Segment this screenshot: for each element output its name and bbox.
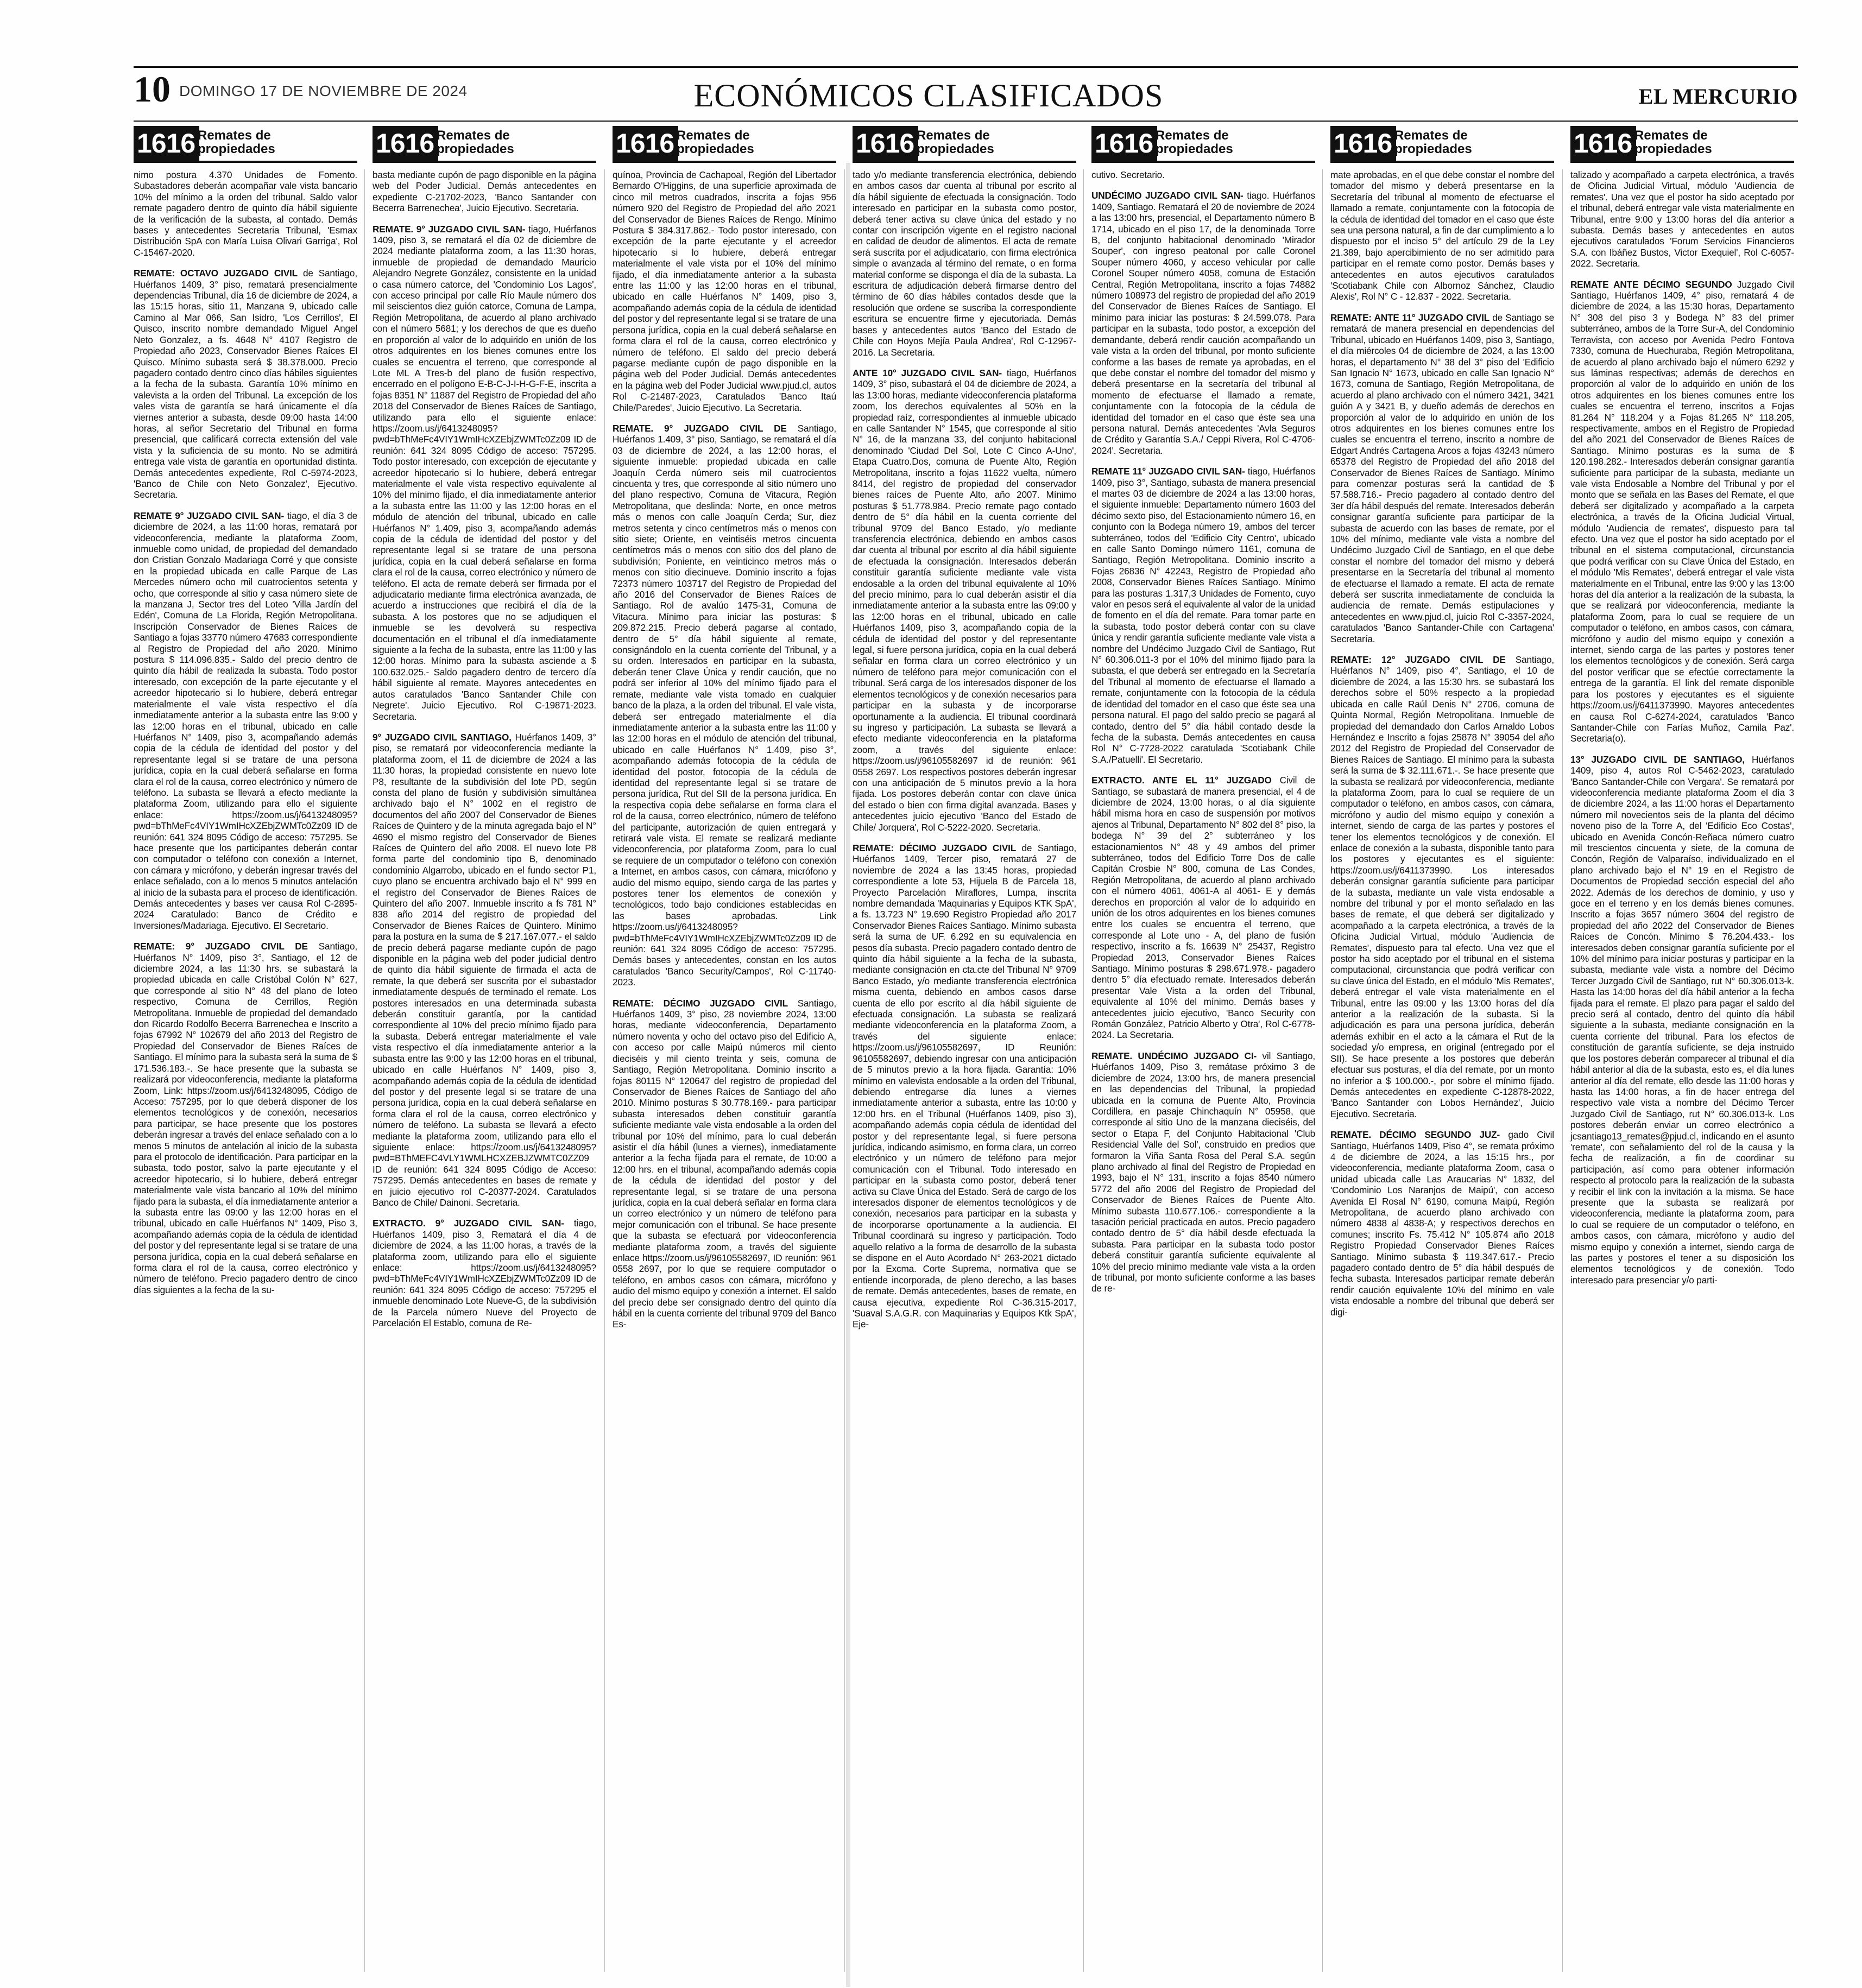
ad-body: Santiago, Huérfanos N° 1409, piso 4°, Santiago, el 10 de diciembre de 2024, a las 15:30 hrs. se subastará los derechos sobre el 50% respecto a la propiedad ubicada en calle Raúl Denis N° 2706, comuna de Quinta Normal, Región Metropolitana. Inmueble de propiedad del demandado don Carlos Arnaldo Lobos Hernández e Inscrito a fojas 25878 N° 39054 del año 2012 del Registro de Propiedad del Conservador de Bienes Raíces de Santiago. El mínimo para la subasta será la suma de $ 32.111.671.-. Se hace presente que la subasta se realizará por videoconferencia, mediante la plataforma Zoom, para lo cual se requiere de un computador o teléfono, en ambos casos, con cámara, micrófono y audio del mismo equipo y conexión a internet, siendo de carga de las partes y postores el tener los elementos tecnológicos y de conexión. El enlace de conexión a la subasta, disponible tanto para los postores y ejecutantes es el siguiente: https://zoom.us/j/6411373990. Los interesados deberán consignar garantía suficiente para participar de la subasta, mediante un vale vista endosable a nombre del tribunal y por el monto señalado en las bases de remate, el que deberá ser digitalizado y acompañado a la carpeta electrónica, a través de la Oficina Judicial Virtual, módulo 'Audiencia de Remates', dispuesto para tal efecto. Una vez que el postor ha sido aceptado por el tribunal en el sistema computacional, circunstancia que podrá verificar con su clave única del Estado, en el módulo 'Mis Remates', deberá entregar el vale vista materialmente en el Tribunal, entre las 09:00 y las 13:00 horas del día anterior a la realización de la subasta. Si la adjudicación es para una persona jurídica, deberán además exhibir en el acto a la cámara el Rut de la sociedad y/o empresa, en original (entregado por el SII). Se hace presente a los postores que deberán efectuar sus posturas, el día del remate, por un monto no inferior a $ 100.000.-, por sobre el mínimo fijado. Demás antecedentes en expediente C-12878-2022, 'Banco Santander con Lobos Hernández', Juicio Ejecutivo. Secretaria. bbox=[1330, 654, 1554, 1119]
classified-ad bbox=[134, 169, 357, 258]
section-label-line1: Remates de bbox=[437, 128, 510, 143]
ad-column bbox=[613, 169, 836, 1961]
column-header bbox=[373, 126, 596, 161]
ad-body: Huérfanos 1409, 3° piso, se rematará por videoconferencia mediante la plataforma zoom, el 11 de diciembre de 2024 a las 11:30 horas, la propiedad consistente en nuevo lote P8, resultante de la subdivisión del lote PD, según consta del plano de fusión y subdivisión simultánea archivado bajo el N° 1002 en el registro de documentos del año 2007 del Conservador de Bienes Raíces de Quintero y de la minuta agregada bajo el N° 4690 el mismo registro del Conservador de Bienes Raíces de Quintero del año 2008. El nuevo lote P8 forma parte del condominio tipo B, denominado condominio Algarrobo, ubicado en el fundo sector P1, cuyo plano se encuentra archivado bajo el N° 999 en el registro del Conservador de Bienes Raíces de Quintero del año 2007. Inmueble inscrito a fs 781 N° 838 año 2014 del registro de propiedad del Conservador de Bienes Raíces de Quintero. Mínimo para la postura en la suma de $ 217.167.077.- el saldo de precio deberá pagarse mediante cupón de pago disponible en la página web del poder judicial dentro de quinto día hábil siguiente de firmada el acta de remate, la que deberá ser suscrita por el subastador inmediatamente después de terminado el remate. Los postores interesados en una determinada subasta deberán constituir garantía, por la cantidad correspondiente al 10% del precio mínimo fijado para la subasta. Deberá entregar materialmente el vale vista respectivo el día inmediatamente anterior a la subasta entre las 9:00 y las 12:00 horas en el tribunal, ubicado en calle Huérfanos N° 1409, piso 3, acompañando además copia de la cédula de identidad del postor y del presente legal si se tratare de una persona jurídica, copia en la cual deberá señalarse en forma clara el rol de la causa, correo electrónico y número de teléfono. La subasta se llevará a efecto mediante la plataforma zoom, utilizando para ello el siguiente enlace: https://zoom.us/j/6413248095?pwd=BThMEFC4VLY1WMLHCXZEBJZWMTC0ZZ09 ID de reunión: 641 324 8095 Código de Acceso: 757295. Demás antecedentes en bases de remate y en juicio ejecutivo rol C-20377-2024. Caratulados Banco de Chile/ Dainoni. Secretaria. bbox=[373, 731, 596, 1208]
classified-ad bbox=[373, 732, 596, 1208]
column-header-rule bbox=[613, 161, 836, 163]
section-label bbox=[1156, 129, 1233, 156]
ad-column bbox=[373, 169, 596, 1961]
ad-title: REMATE: DÉCIMO JUZGADO CIVIL bbox=[853, 842, 1017, 853]
ad-body: talizado y acompañado a carpeta electrónica, a través de Oficina Judicial Virtual, módulo 'Audiencia de remates'. Una vez que el postor ha sido aceptado por el tribunal, deberá entregar vale vista materialmente en Tribunal, entre 9:00 y 13:00 horas del día anterior a subasta. Demás bases y antecedentes en autos ejecutivos caratulados 'Forum Servicios Financieros S.A. con Ibáñez Bustos, Victor Exequiel', Rol C-6057-2022. Secretaria. bbox=[1570, 169, 1794, 269]
column-divider bbox=[1562, 169, 1563, 1972]
column-header-rule bbox=[373, 161, 596, 163]
section-code: 1616 bbox=[613, 126, 678, 161]
classified-ad bbox=[1330, 169, 1554, 302]
column-header-rule bbox=[1330, 161, 1554, 163]
classified-ad bbox=[613, 169, 836, 413]
section-label bbox=[1394, 129, 1472, 156]
classified-ad bbox=[1091, 466, 1315, 765]
page-number: 10 bbox=[134, 68, 171, 110]
column-header bbox=[1570, 126, 1794, 161]
ad-title: REMATE: 9° JUZGADO CIVIL DE bbox=[134, 941, 308, 952]
ad-title: REMATE: OCTAVO JUZGADO CIVIL bbox=[134, 268, 298, 279]
column-header bbox=[134, 126, 357, 161]
column-divider bbox=[844, 169, 845, 1972]
ad-body: de Santiago, Huérfanos 1409, 3° piso, rematará presencialmente dependencias Tribunal, día 16 de diciembre de 2024, a las 15:15 horas, sitio 11, Manzana 9, ubicado calle Camino al Mar 066, San Isidro, 'Los Cerrillos', El Quisco, inscrito nombre demandado Miguel Angel Neto Gonzalez, a fs. 4648 N° 4107 Registro de Propiedad año 2023, Conservador Bienes Raíces El Quisco. Mínimo subasta será $ 38.378.000. Precio pagadero contado dentro cinco días hábiles siguientes a la fecha de la subasta. Garantía 10% mínimo en valevista a la orden del Tribunal. La excepción de los vales vista de garantía se hará únicamente el día viernes anterior a subasta, desde 09:00 hasta 14:00 horas, al señor Secretario del Tribunal en forma presencial, que calificará correcta extensión del vale vista y la suficiencia de su monto. No se admitirá entrega vale vista de garantía en oportunidad distinta. Demás antecedentes expediente, Rol C-5974-2023, 'Banco de Chile con Neto Gonzalez', Ejecutivo. Secretaria. bbox=[134, 268, 357, 501]
ad-body: tiago. Huérfanos 1409, Santiago. Rematará el 20 de noviembre de 2024 a las 13:00 hrs, presencial, el Departamento número B 1714, ubicado en el piso 17, de la denominada Torre B, del conjunto habitacional denominado 'Mirador Souper', con ingreso peatonal por calle Coronel Souper número 4060, y acceso vehicular por calle Coronel Souper número 4058, comuna de Estación Central, Región Metropolitana, inscrito a fojas 74882 número 108973 del registro de propiedad del año 2019 del Conservador de Bienes Raíces de Santiago. El mínimo para iniciar las posturas: $ 24.599.078. Para participar en la subasta, todo postor, a excepción del demandante, deberá rendir caución acompañando un vale vista a la orden del tribunal, por monto suficiente conforme a las bases de remate ya aprobadas, en el que debe constar el nombre del tomador del mismo y deberá presentarse en la secretaría del tribunal al momento de efectuarse el llamado a remate, conjuntamente con la fotocopia de la cédula de identidad del tomador en el caso que éste sea una persona natural. Demás antecedentes 'Avla Seguros de Crédito y Garantía S.A./ Ceppi Rivera, Rol C-4706-2024'. Secretaria. bbox=[1091, 190, 1315, 456]
section-label-line1: Remates de bbox=[1394, 128, 1468, 143]
column-divider bbox=[1322, 169, 1323, 1972]
ad-body: tiago, Huérfanos 1409, piso 3, Rematará el día 4 de diciembre de 2024, a las 11:00 horas, a través de la plataforma zoom, utilizando para ello el siguiente enlace: https://zoom.us/j/6413248095?pwd=bThMeFc4VIY1WmIHcXZEbjZWMTc0Zz09 ID de reunión: 641 324 8095 Código de acceso: 757295 el inmueble denominado Lote Nueve-G, de la subdivisión de la Parcela número Nueve del Proyecto de Parcelación El Establo, comuna de Re- bbox=[373, 1218, 596, 1329]
ad-body: basta mediante cupón de pago disponible en la página web del Poder Judicial. Demás antecedentes en expediente C-21702-2023, 'Banco Santander con Becerra Barrenechea', Juicio Ejecutivo. Secretaria. bbox=[373, 169, 596, 214]
ad-body: Huérfanos 1409, piso 4, autos Rol C-5462-2023, caratulado 'Banco Santander-Chile con Vergara'. Se rematará por videoconferencia mediante plataforma Zoom el día 3 de diciembre 2024, a las 11:00 horas el Departamento número mil novecientos seis de la planta del décimo noveno piso de la Torre A, del 'Edificio Eco Costas', ubicado en Avenida Concón-Reñaca número cuatro mil trescientos cincuenta y siete, de la comuna de Concón, Región de Valparaíso, individualizado en el plano archivado bajo el N° 19 en el Registro de Documentos de Propiedad sección especial del año 2022. Además de los derechos de dominio, y uso y goce en el terreno y en los demás bienes comunes. Inscrito a fojas 3657 número 3604 del registro de propiedad del año 2022 del Conservador de Bienes Raíces de Concón. Mínimo $ 76.204.433.- los interesados deben consignar garantía suficiente por el 10% del mínimo para iniciar posturas y participar en la subasta, mediante vale vista a nombre del Décimo Tercer Juzgado Civil de Santiago, rut N° 60.306.013-k. Hasta las 14:00 horas del día hábil anterior a la fecha fijada para el remate. El plazo para pagar el saldo del precio será al contado, dentro del quinto día hábil siguiente a la subasta, mediante consignación en la cuenta corriente del tribunal. Para los efectos de constitución de garantía suficiente, se deja instruido que los postores deberán comparecer al tribunal el día hábil anterior al día de la subasta, esto es, el día lunes anterior al día del remate, ello desde las 11:00 horas y hasta las 14:00 horas, a fin de hacer entrega del respectivo vale vista a nombre del Décimo Tercer Juzgado Civil de Santiago, rut N° 60.306.013-k. Los postores deberán enviar un correo electrónico a jcsantiago13_remates@pjud.cl, indicando en el asunto 'remate', con señalamiento del rol de la causa y la fecha de realización, a fin de coordinar su participación, así como para obtener información respecto al protocolo para la realización de la subasta y recibir el link con la invitación a la misma. Se hace presente que la subasta se realizará por videoconferencia, mediante la plataforma zoom, para lo cual se requiere de un computador o teléfono, en ambos casos, con cámara, micrófono y audio del mismo equipo y conexión a internet, siendo carga de las partes y postores el tener a su disposición los elementos tecnológicos y de conexión. Todo interesado para presenciar y/o parti- bbox=[1570, 754, 1794, 1286]
section-code: 1616 bbox=[853, 126, 918, 161]
classified-ad bbox=[1570, 169, 1794, 269]
ad-title: REMATE ANTE DÉCIMO SEGUNDO bbox=[1570, 278, 1732, 290]
ad-title: UNDÉCIMO JUZGADO CIVIL SAN- bbox=[1091, 190, 1244, 201]
ad-body: mate aprobadas, en el que debe constar el nombre del tomador del mismo y deberá presentarse en la Secretaría del tribunal al momento de efectuarse el llamado a remate, conjuntamente con la fotocopia de la cédula de identidad del tomador en el caso que éste sea una persona natural, a fin de dar cumplimiento a lo dispuesto por el inciso 5° del artículo 29 de la Ley 21.389, bajo apercibimiento de no ser admitido para participar en el remate como postor. Demás bases y antecedentes en autos ejecutivos caratulados 'Scotiabank Chile con Albornoz Sánchez, Claudio Alexis', Rol N° C - 12.837 - 2022. Secretaria. bbox=[1330, 169, 1554, 302]
ad-column bbox=[853, 169, 1076, 1961]
ad-column bbox=[1091, 169, 1315, 1961]
ad-title: REMATE. 9° JUZGADO CIVIL SAN- bbox=[373, 223, 526, 235]
ad-body: tado y/o mediante transferencia electrónica, debiendo en ambos casos dar cuenta al tribunal por escrito al día hábil siguiente de efectuada la consignación. Todo interesado en participar en la subasta como postor, deberá tener activa su clave única del estado y no contar con inscripción vigente en el registro nacional en calidad de deudor de alimentos. El acta de remate será suscrita por el adjudicatario, con firma electrónica simple o avanzada al término del remate, o en forma material conforme se disponga el día de la subasta. La escritura de adjudicación deberá firmarse dentro del término de 60 días hábiles contados desde que la resolución que ordene se suscriba la correspondiente escritura se encuentre firme y ejecutoriada. Demás bases y antecedentes autos 'Banco del Estado de Chile con Hoyos Mejía Paula Andrea', Rol C-12967-2016. La Secretaria. bbox=[853, 169, 1076, 358]
ad-title: REMATE: 12° JUZGADO CIVIL DE bbox=[1330, 654, 1506, 666]
ad-body: gado Civil Santiago, Huérfanos 1409, Piso 4°, se remata próximo 4 de diciembre de 2024, a las 15:15 hrs., por videoconferencia, mediante plataforma Zoom, casa o unidad ubicada calle Las Araucarias N° 1832, del 'Condominio Los Naranjos de Maipú', con acceso Avenida El Rosal N° 6190, comuna Maipú, Región Metropolitana, de acuerdo plano archivado con número 4838 al 4838-A; y respectivos derechos en comunes; inscrito Fs. 75.412 N° 105.874 año 2018 Registro Propiedad Conservador Bienes Raíces Santiago. Mínimo subasta $ 119.347.617.- Precio pagadero contado dentro de 5° día hábil después de fecha subasta. Interesados participar remate deberán rendir caución equivalente 10% del mínimo en vale vista endosable a nombre del tribunal que deberá ser digi- bbox=[1330, 1129, 1554, 1318]
ad-title: REMATE 9° JUZGADO CIVIL SAN- bbox=[134, 510, 285, 521]
ad-body: de Santiago, Huérfanos 1409, Tercer piso, rematará 27 de noviembre de 2024 a las 13:45 horas, propiedad correspondiente a lote 53, Hijuela B de Parcela 18, Proyecto Parcelación Miraflores, Lumpa, inscrita nombre demandada 'Maquinarias y Equipos KTK SpA', a fs. 13.723 N° 19.690 Registro Propiedad año 2017 Conservador Bienes Raíces Santiago. Mínimo subasta será la suma de UF. 6.292 en su equivalencia en pesos día subasta. Precio pagadero contado dentro de quinto día hábil siguiente a la fecha de la subasta, mediante consignación en cta.cte del Tribunal N° 9709 Banco Estado, y/o mediante transferencia electrónica misma cuenta, debiendo en ambos casos darse cuenta de ello por escrito al día hábil siguiente de efectuada consignación. La subasta se realizará mediante videoconferencia en la plataforma Zoom, a través del siguiente enlace: https://zoom.us/j/96105582697, ID Reunión: 96105582697, debiendo ingresar con una anticipación de 5 minutos previo a la hora fijada. Garantía: 10% mínimo en valevista endosable a la orden del Tribunal, debiendo entregarse día lunes a viernes inmediatamente anterior a subasta, entre las 10:00 y 12:00 hrs. en el Tribunal (Huérfanos 1409, piso 3), acompañando además copia cédula de identidad del postor y del representante legal, si fuere persona jurídica, indicando asimismo, en forma clara, un correo electrónico y un número de teléfono para mejor comunicación con el Tribunal. Todo interesado en participar en la subasta como postor, deberá tener activa su Clave Única del Estado. Será de cargo de los interesados disponer de elementos tecnológicos y de conexión, necesarios para participar en la subasta y de incorporarse oportunamente a la audiencia. El Tribunal coordinará su ingreso y participación. Todo aquello relativo a la forma de desarrollo de la subasta se dispone en el Auto Acordado N° 263-2021 dictado por la Excma. Corte Suprema, normativa que se entiende incorporada, de pleno derecho, a las bases de remate. Demás antecedentes, bases de remate, en causa ejecutiva, expediente Rol C-36.315-2017, 'Suaval S.A.G.R. con Maquinarias y Equipos Ktk SpA', Eje- bbox=[853, 842, 1076, 1330]
classified-ad bbox=[1091, 1050, 1315, 1294]
section-label bbox=[198, 129, 275, 156]
section-label bbox=[437, 129, 514, 156]
classified-ad bbox=[1330, 1129, 1554, 1318]
section-label-line1: Remates de bbox=[677, 128, 750, 143]
section-label-line2: propiedades bbox=[198, 142, 275, 156]
ad-title: REMATE. UNDÉCIMO JUZGADO CI- bbox=[1091, 1050, 1257, 1061]
ad-body: tiago, el día 3 de diciembre de 2024, a las 11:00 horas, rematará por videoconferencia, mediante la plataforma Zoom, inmueble como unidad, de propiedad del demandado don Cristian Gonzalo Madariaga Corré y que consiste en la propiedad ubicada en calle Parque de Las Mercedes número ocho mil cuatrocientos setenta y ocho, que corresponde al sitio y casa número siete de la manzana J, Sector tres del Loteo 'Villa Jardín del Edén', Comuna de La Florida, Región Metropolitana. Inscripción Conservador de Bienes Raíces de Santiago a fojas 33770 número 47683 correspondiente al Registro de Propiedad del año 2020. Mínimo postura $ 114.096.835.- Saldo del precio dentro de quinto día hábil de realizada la subasta. Todo postor interesado, con excepción de la parte ejecutante y el acreedor hipotecario si lo hubiere, deberá entregar materialmente el vale vista respectivo el día inmediatamente anterior a la subasta entre las 9:00 y las 12:00 horas en el tribunal, ubicado en calle Huérfanos N° 1409, piso 3, acompañando además copia de la cédula de identidad del postor y del representante legal si se tratare de una persona jurídica, copia en la cual deberá señalarse en forma clara el rol de la causa, correo electrónico y número de teléfono. La subasta se llevará a efecto mediante la plataforma Zoom, utilizando para ello el siguiente enlace: https://zoom.us/j/6413248095?pwd=bThMeFc4VIY1WmIHcXZEbjZWMTc0Zz09 ID de reunión: 641 324 8095 Código de acceso: 757295. Se hace presente que los participantes deberán contar con computador o teléfono con conexión a Internet, con cámara y micrófono, y deberán ingresar través del enlace señalado, con a lo menos 5 minutos antelación al inicio de la subasta para el proceso de identificación. Demás antecedentes y bases ver causa Rol C-2895-2024 Caratulado: Banco de Crédito e Inversiones/Madariaga. Ejecutivo. El Secretario. bbox=[134, 510, 357, 931]
classified-ad bbox=[1570, 279, 1794, 744]
ad-body: vil Santiago, Huérfanos 1409, Piso 3, remátase próximo 3 de diciembre de 2024, 13:00 hrs, de manera presencial en las dependencias del Tribunal, la propiedad ubicada en la comuna de Puente Alto, Provincia Cordillera, en pasaje Chinchaquín N° 05958, que corresponde al sitio Uno de la manzana dieciséis, del sector o Etapa F, del Conjunto Habitacional 'Club Residencial Valle del Sol', construido en predios que formaron la Viña Santa Rosa del Peral S.A. según plano archivado al final del Registro de Propiedad en 1993, bajo el N° 131, inscrito a fojas 8540 número 5772 del año 2006 del Registro de Propiedad del Conservador de Bienes Raíces de Puente Alto. Mínimo subasta 110.677.106.- correspondiente a la tasación pericial practicada en autos. Precio pagadero contado dentro de 5° día hábil desde efectuada la subasta. Para participar en la subasta todo postor deberá constituir garantía suficiente equivalente al 10% del precio mínimo mediante vale vista a la orden de tribunal, por monto suficiente conforme a las bases de re- bbox=[1091, 1050, 1315, 1294]
ad-title: EXTRACTO. ANTE EL 11° JUZGADO bbox=[1091, 775, 1272, 786]
classified-ad bbox=[1091, 190, 1315, 456]
top-rule bbox=[134, 66, 1798, 68]
fold-shade bbox=[846, 163, 850, 1987]
section-label bbox=[1634, 129, 1712, 156]
ad-body: Juzgado Civil Santiago, Huérfanos 1409, 4° piso, rematará 4 de diciembre de 2024, a las 15:30 horas, Departamento N° 308 del piso 3 y Bodega N° 83 del primer subterráneo, ambos de la Torre Sur-A, del Condominio Terravista, con acceso por Avenida Pedro Fontova 7330, comuna de Huechuraba, Región Metropolitana, de acuerdo al plano archivado bajo el número 6292 y sus láminas respectivas; además de derechos en proporción al valor de lo adquirido en unión de los otros adquirentes en los bienes comunes entre los cuales se encuentra el terreno, inscritos a Fojas 81.264 N° 118.204 y a Fojas 81.265 N° 118.205, respectivamente, ambos en el Registro de Propiedad del año 2021 del Conservador de Bienes Raíces de Santiago. Mínimo posturas es la suma de $ 120.198.282.- Interesados deberán consignar garantía suficiente para participar de la subasta, mediante un vale vista Endosable a Nombre del Tribunal y por el monto que se señala en las Bases del Remate, el que deberá ser digitalizado y acompañado a la carpeta electrónica, a través de la Oficina Judicial Virtual, módulo 'Audiencia de remates', dispuesto para tal efecto. Una vez que el postor ha sido aceptado por el tribunal en el sistema computacional, circunstancia que podrá verificar con su Clave Única del Estado, en el módulo 'Mis Remates', deberá entregar el vale vista materialmente en el Tribunal, entre las 9:00 y las 13:00 horas del día anterior a la realización de la subasta, la que se realizará por videoconferencia, mediante la plataforma Zoom, para lo cual se requiere de un computador o teléfono, en ambos casos, con cámara, micrófono y audio del mismo equipo y conexión a internet, siendo carga de las partes y postores tener los elementos tecnológicos y de conexión. Será carga del postor verificar que se efectúe correctamente la entrega de la garantía. El link del remate disponible para los postores y ejecutantes es el siguiente https://zoom.us/j/6411373990. Mayores antecedentes en causa Rol C-6274-2024, caratulados 'Banco Santander-Chile con Farías Muñoz, Camila Paz'. Secretaria(o). bbox=[1570, 278, 1794, 744]
ad-title: REMATE: ANTE 11° JUZGADO CIVIL bbox=[1330, 312, 1490, 323]
classified-ad bbox=[134, 268, 357, 501]
ad-title: 9° JUZGADO CIVIL SANTIAGO, bbox=[373, 731, 512, 743]
brand-logo: EL MERCURIO bbox=[1638, 84, 1798, 109]
classified-ad bbox=[1570, 754, 1794, 1286]
section-label-line2: propiedades bbox=[1394, 142, 1472, 156]
classified-ad bbox=[853, 843, 1076, 1330]
ad-title: REMATE: DÉCIMO JUZGADO CIVIL bbox=[613, 997, 788, 1009]
ad-body: nimo postura 4.370 Unidades de Fomento. Subastadores deberán acompañar vale vista bancario 10% del mínimo a la orden del tribunal. Saldo valor remate pagadero dentro de quinto día hábil siguiente de la verificación de la subasta, al contado. Demás bases y antecedentes Secretaria Tribunal, 'Esmax Distribución SpA con María Luisa Olivari Garriga', Rol C-15467-2020. bbox=[134, 169, 357, 258]
ad-title: REMATE 11° JUZGADO CIVIL SAN- bbox=[1091, 466, 1245, 477]
ad-body: Santiago, Huérfanos N° 1409, piso 3°, Santiago, el 12 de diciembre 2024, a las 11:30 hrs. se subastará la propiedad ubicada en calle Cristóbal Colón N° 627, que corresponde al sitio N° 48 del plano de loteo respectivo, Comuna de Cerrillos, Región Metropolitana. Inmueble de propiedad del demandado don Ricardo Rodolfo Becerra Barrenechea e Inscrito a fojas 67992 N° 102679 del año 2013 del Registro de Propiedad del Conservador de Bienes Raíces de Santiago. El mínimo para la subasta será la suma de $ 171.536.183.-. Se hace presente que la subasta se realizará por videoconferencia, mediante la plataforma Zoom, Link: https://zoom.us/j/6413248095, Código de Acceso: 757295, por lo que deberá disponer de los elementos tecnológicos y de conexión, necesarios para participar, se hace presente que los postores deberán ingresar a través del enlace señalado con a lo menos 5 minutos de antelación al inicio de la subasta para el protocolo de identificación. Para participar en la subasta, todo postor, salvo la parte ejecutante y el acreedor hipotecario, si lo hubiere, deberá entregar materialmente vale vista bancario al 10% del mínimo fijado para la subasta, el día inmediatamente anterior a la subasta entre las 09:00 y las 12:00 horas en el tribunal, ubicado en calle Huérfanos N° 1409, Piso 3, acompañando además copia de la cédula de identidad del postor y del representante legal si se tratare de una persona jurídica, copia en la cual deberá señalarse en forma clara el rol de la causa, correo electrónico y número de teléfono. Precio pagadero dentro de cinco días siguientes a la fecha de la su- bbox=[134, 941, 357, 1295]
column-header bbox=[613, 126, 836, 161]
column-header-rule bbox=[134, 161, 357, 163]
ad-body: Civil de Santiago, se subastará de manera presencial, el 4 de diciembre de 2024, 13:00 horas, o al día siguiente hábil misma hora en caso de suspensión por motivos ajenos al Tribunal, Departamento N° 802 del 8° piso, la bodega N° 39 del 2° subterráneo y los estacionamientos N° 48 y 49 ambos del primer subterráneo, todos del Edificio Torre Dos de calle Capitán Crosbie N° 800, comuna de Las Condes, Región Metropolitana, de acuerdo al plano archivado con el número 4061, 4061-A al 4061- E y demás derechos en proporción al valor de lo adquirido en unión de los otros adquirentes en los bienes comunes entre los cuales se encuentra el terreno, que corresponde al Lote uno - A, del plano de fusión respectivo, inscrito a fs. 16639 N° 25437, Registro Propiedad 2013, Conservador Bienes Raíces Santiago. Mínimo posturas $ 298.671.978.- pagadero dentro 5° día efectuado remate. Interesados deberán presentar Vale Vista a la orden del Tribunal, equivalente al 10% del mínimo. Demás bases y antecedentes juicio ejecutivo, 'Banco Security con Román González, Patricio Alberto y Otra', Rol C-6778-2024. La Secretaria. bbox=[1091, 775, 1315, 1041]
section-label-line1: Remates de bbox=[1634, 128, 1708, 143]
column-header bbox=[1330, 126, 1554, 161]
column-divider bbox=[364, 169, 365, 1972]
column-header-rule bbox=[1091, 161, 1315, 163]
ad-title: REMATE. 9° JUZGADO CIVIL DE bbox=[613, 422, 787, 434]
ad-body: tiago, Huérfanos 1409, 3° piso, subastará el 04 de diciembre de 2024, a las 13:00 horas, mediante videoconferencia plataforma zoom, los derechos equivalentes al 50% en la propiedad raíz, correspondientes al inmueble ubicado en calle Santander N° 1545, que corresponde al sitio N° 16, de la manzana 33, del conjunto habitacional denominado 'Ciudad Del Sol, Lote C Cinco A-Uno', Etapa Cuatro.Dos, comuna de Puente Alto, Región Metropolitana, inscrito a fojas 11622 vuelta, número 8414, del registro de propiedad del conservador bienes raíces de Puente Alto, año 2007. Mínimo posturas $ 51.778.984. Precio remate pago contado dentro de 5° día hábil en la cuenta corriente del tribunal 9709 del Banco Estado, y/o mediante transferencia electrónica, debiendo en ambos casos dar cuenta al tribunal por escrito al día hábil siguiente de efectuada la consignación. Interesados deberán constituir garantía suficiente mediante vale vista endosable a la orden del tribunal equivalente al 10% del precio mínimo, para lo cual deberán asistir el día inmediatamente anterior a la subasta entre las 09:00 y las 12:00 horas en el tribunal, ubicado en calle Huérfanos 1409, piso 3, acompañando copia de la cédula de identidad del postor y del representante legal, si fuere persona jurídica, copia en la cual deberá señalar en forma clara un correo electrónico y un número de teléfono para mejor comunicación con el tribunal. Será carga de los interesados disponer de los elementos tecnológicos y de conexión necesarios para participar en la subasta y de incorporarse oportunamente a la audiencia. El tribunal coordinará su ingreso y participación. La subasta se llevará a efecto mediante videoconferencia en la plataforma zoom, a través del siguiente enlace: https://zoom.us/j/96105582697 id de reunión: 961 0558 2697. Los respectivos postores deberán ingresar con una anticipación de 5 minutos previo a la hora fijada. Los postores deberán contar con clave única del estado o bien con firma digital avanzada. Bases y antecedentes juicio ejecutivo 'Banco del Estado de Chile/ Jorquera', Rol C-5222-2020. Secretaria. bbox=[853, 367, 1076, 833]
column-header-rule bbox=[1570, 161, 1794, 163]
classified-ad bbox=[373, 169, 596, 214]
section-label-line2: propiedades bbox=[917, 142, 994, 156]
section-label-line2: propiedades bbox=[1156, 142, 1233, 156]
ad-body: Santiago, Huérfanos 1.409, 3° piso, Santiago, se rematará el día 03 de diciembre de 2024, a las 12:00 horas, el siguiente inmueble: propiedad ubicada en calle Joaquín Cerda número seis mil cuatrocientos cincuenta y tres, que corresponde al sitio número uno del plano respectivo, Comuna de Vitacura, Región Metropolitana, que deslinda: Norte, en once metros más o menos con calle Joaquín Cerda; Sur, diez metros setenta y cinco centímetros más o menos con sitio siete; Oriente, en veintiséis metros cincuenta centímetros más o menos con sitio dos del plano de subdivisión; Poniente, en veinticinco metros más o menos con sitio diecinueve. Dominio inscrito a fojas 72373 número 103717 del Registro de Propiedad del año 2016 del Conservador de Bienes Raíces de Santiago. Rol de avalúo 1475-31, Comuna de Vitacura. Mínimo para iniciar las posturas: $ 209.872.215. Precio deberá pagarse al contado, dentro de 5° día hábil siguiente al remate, consignándolo en la cuenta corriente del Tribunal, y a su orden. Interesados en participar en la subasta, deberán tener Clave Única y rendir caución, que no podrá ser inferior al 10% del mínimo fijado para el remate, mediante vale vista tomado en cualquier banco de la plaza, a la orden del tribunal. El vale vista, deberá ser entregado materialmente el día inmediatamente anterior a la subasta entre las 11:00 y las 12:00 horas en el módulo de atención del tribunal, ubicado en calle Huérfanos N° 1.409, piso 3°, acompañando además fotocopia de la cédula de identidad del postor, fotocopia de la cédula de identidad del representante legal si se tratare de persona jurídica, Rut del SII de la persona jurídica. En la respectiva copia debe señalarse en forma clara el rol de la causa, correo electrónico, número de teléfono del participante, autorización de quien entregará y retirará vale vista. El remate se realizará mediante videoconferencia, por plataforma Zoom, para lo cual se requiere de un computador o teléfono con conexión a Internet, en ambos casos, con cámara, micrófono y audio del mismo equipo, siendo carga de las partes y postores tener los elementos de conexión y tecnológicos, todo bajo condiciones establecidas en las bases aprobadas. Link https://zoom.us/j/6413248095?pwd=bThMeFc4VIY1WmIHcXZEbjZWMTc0Zz09 ID de reunión: 641 324 8095 Código de acceso: 757295. Demás bases y antecedentes, constan en los autos caratulados 'Banco Security/Campos', Rol C-11740-2023. bbox=[613, 422, 836, 988]
ad-body: Santiago, Huérfanos 1409, 3° piso, 28 noviembre 2024, 13:00 horas, mediante videoconferencia, Departamento número noventa y ocho del octavo piso del Edificio A, con acceso por calle Maipú números mil ciento dieciséis y mil ciento treinta y seis, comuna de Santiago, Región Metropolitana. Dominio inscrito a fojas 80115 N° 120647 del registro de propiedad del Conservador de Bienes Raíces de Santiago del año 2010. Mínimo posturas $ 30.778.169.- para participar subasta interesados deben constituir garantía suficiente mediante vale vista endosable a la orden del tribunal por 10% del mínimo, para lo cual deberán asistir el día hábil (lunes a viernes), inmediatamente anterior a la fecha fijada para el remate, de 10:00 a 12:00 hrs. en el tribunal, acompañando además copia de la cédula de identidad del postor y del representante legal, si se tratare de una persona jurídica, copia en la cual deberá señalar en forma clara un correo electrónico y un número de teléfono para mejor comunicación con el tribunal. Se hace presente que la subasta se efectuará por videoconferencia mediante plataforma zoom, a través del siguiente enlace https://zoom.us/j/96105582697, ID reunión: 961 0558 2697, por lo que se requiere computador o teléfono, en ambos casos con cámara, micrófono y audio del mismo equipo y conexión a internet. El saldo del precio debe ser consignado dentro del quinto día hábil en la cuenta corriente del tribunal 9709 del Banco Es- bbox=[613, 997, 836, 1330]
ad-column bbox=[134, 169, 357, 1961]
column-divider bbox=[604, 169, 605, 1972]
column-header-rule bbox=[853, 161, 1076, 163]
section-label-line2: propiedades bbox=[437, 142, 514, 156]
section-label-line2: propiedades bbox=[677, 142, 754, 156]
column-header bbox=[853, 126, 1076, 161]
section-code: 1616 bbox=[134, 126, 199, 161]
classified-ad bbox=[373, 1218, 596, 1328]
classified-ad bbox=[134, 941, 357, 1295]
column-divider bbox=[1083, 169, 1084, 1972]
classified-ad bbox=[613, 423, 836, 988]
section-label-line1: Remates de bbox=[198, 128, 271, 143]
section-code: 1616 bbox=[1330, 126, 1396, 161]
classified-ad bbox=[134, 510, 357, 931]
section-code: 1616 bbox=[1570, 126, 1636, 161]
ad-title: EXTRACTO. 9° JUZGADO CIVIL SAN- bbox=[373, 1218, 564, 1229]
ad-body: tiago, Huérfanos 1409, piso 3, se rematará el día 02 de diciembre de 2024 mediante plataforma zoom, a las 11:30 horas, inmueble de propiedad de demandado Mauricio Alejandro Negrete González, consistente en la unidad o casa número catorce, del 'Condominio Los Lagos', con acceso principal por calle Río Maule número dos mil seiscientos diez guión catorce, Comuna de Lampa, Región Metropolitana, de acuerdo al plano archivado con el número 5681; y los derechos de que es dueño en proporción al valor de lo adquirido en unión de los otros adquirentes en los bienes comunes entre los cuales se encuentra el terreno, que corresponde al Lote ML A Tres-b del plano de fusión respectivo, encerrado en el polígono E-B-C-J-I-H-G-F-E, inscrita a fojas 8351 N° 11887 del Registro de Propiedad del año 2018 del Conservador de Bienes Raíces de Santiago, utilizando para ello el siguiente enlace: https://zoom.us/j/6413248095?pwd=bThMeFc4VIY1WmIHcXZEbjZWMTc0Zz09 ID de reunión: 641 324 8095 Código de acceso: 757295. Todo postor interesado, con excepción de ejecutante y acreedor hipotecario si lo hubiere, deberá entregar materialmente el vale vista respectivo equivalente al 10% del mínimo fijado, el día inmediatamente anterior a la subasta entre las 11:00 y las 12:00 horas en el módulo de atención del tribunal, ubicado en calle Huérfanos N° 1.409, piso 3, acompañando además copia de la cédula de identidad del postor y del representante legal si se tratare de una persona jurídica, copia en la cual deberá señalarse en forma clara el rol de la causa, correo electrónico y número de teléfono. El acta de remate deberá ser firmada por el adjudicatario mediante firma electrónica avanzada, de acuerdo a instrucciones que recibirá el día de la subasta. A los postores que no se adjudiquen el inmueble se les devolverá su respectiva documentación en el tribunal el día inmediatamente siguiente a la fecha de la subasta, entre las 11:00 y las 12:00 horas. Mínimo para la subasta asciende a $ 100.632.025.- Saldo pagadero dentro de tercero día hábil siguiente al remate. Mayores antecedentes en autos caratulados 'Banco Santander Chile con Negrete'. Juicio Ejecutivo. Rol C-19871-2023. Secretaria. bbox=[373, 223, 596, 722]
classified-ad bbox=[853, 368, 1076, 833]
ad-column bbox=[1330, 169, 1554, 1961]
classified-ad bbox=[1091, 775, 1315, 1041]
section-label-line1: Remates de bbox=[917, 128, 990, 143]
section-label bbox=[917, 129, 994, 156]
page-date: DOMINGO 17 DE NOVIEMBRE DE 2024 bbox=[179, 83, 468, 99]
section-title: ECONÓMICOS CLASIFICADOS bbox=[693, 78, 1164, 113]
ad-body: de Santiago se rematará de manera presencial en dependencias del Tribunal, ubicado en Huérfanos 1409, piso 3, Santiago, el día miércoles 04 de diciembre de 2024, a las 13:00 horas, el departamento N° 38 del 3° piso del 'Edificio San Ignacio N° 1673, ubicado en calle San Ignacio N° 1673, comuna de Santiago, Región Metropolitana, de acuerdo al plano archivado con el número 3421, 3421 guión A y 3421 B, y dueño además de derechos en proporción al valor de lo adquirido en unión de los otros adquirentes en los bienes comunes entre los cuales se encuentra el terreno, inscrito a nombre de Edgart Andrés Cartagena Arcos a fojas 43243 número 65378 del Registro de Propiedad del año 2018 del Conservador de Bienes Raíces de Santiago. Mínimo para comenzar posturas será la cantidad de $ 57.588.716.- Precio pagadero al contado dentro del 3er día hábil después del remate. Interesados deberán consignar garantía suficiente para participar de la subasta de acuerdo con las bases de remate, por el 10% del mínimo, mediante vale vista a nombre del Undécimo Juzgado Civil de Santiago, en el que debe constar el nombre del tomador del mismo y deberá presentarse en la Secretaría del tribunal al momento de efectuarse el llamado a remate. El acta de remate deberá ser suscrita inmediatamente de concluida la audiencia de remate. Demás estipulaciones y antecedentes en www.pjud.cl, juicio Rol C-3357-2024, caratulados 'Banco Santander-Chile con Cartagena' Secretaría. bbox=[1330, 312, 1554, 644]
classified-ad bbox=[613, 998, 836, 1330]
ad-body: tiago, Huérfanos 1409, piso 3°, Santiago, subasta de manera presencial el martes 03 de diciembre de 2024 a las 13:00 horas, el siguiente inmueble: Departamento número 1603 del décimo sexto piso, del Estacionamiento número 16, en conjunto con la Bodega número 19, ambos del tercer subterráneo, todos del 'Edificio City Centro', ubicado en calle Santo Domingo número 1161, comuna de Santiago, Región Metropolitana. Dominio inscrito a Fojas 26836 N° 42243, Registro de Propiedad año 2008, Conservador Bienes Raíces Santiago. Mínimo para las posturas 1.317,3 Unidades de Fomento, cuyo valor en pesos será el equivalente al valor de la unidad de fomento en el día del remate. Para tomar parte en la subasta, todo postor deberá contar con su clave única y rendir garantía suficiente mediante vale vista a nombre del Undécimo Juzgado Civil de Santiago, Rut N° 60.306.011-3 por el 10% del mínimo fijado para la subasta, el que deberá ser entregado en la Secretaría del Tribunal al momento de efectuarse el llamado a remate, conjuntamente con la fotocopia de la cédula de identidad del tomador en el caso que éste sea una persona natural. El pago del saldo precio se pagará al contado, dentro del 5° día hábil contado desde la fecha de la subasta. Demás antecedentes en causa Rol N° C-7728-2022 caratulada 'Scotiabank Chile S.A./Patuelli'. El Secretario. bbox=[1091, 466, 1315, 765]
section-label-line1: Remates de bbox=[1156, 128, 1229, 143]
ad-title: REMATE. DÉCIMO SEGUNDO JUZ- bbox=[1330, 1129, 1500, 1141]
ad-column bbox=[1570, 169, 1794, 1961]
classified-ad bbox=[1330, 312, 1554, 644]
classified-ad bbox=[853, 169, 1076, 358]
ad-body: quínoa, Provincia de Cachapoal, Región del Libertador Bernardo O'Higgins, de una superficie aproximada de cinco mil metros cuadrados, inscrita a fojas 956 número 920 del Registro de Propiedad del año 2021 del Conservador de Bienes Raíces de Rengo. Mínimo Postura $ 384.317.862.- Todo postor interesado, con excepción de la parte ejecutante y el acreedor hipotecario si lo hubiere, deberá entregar materialmente el vale vista por el 10% del mínimo fijado, el día inmediatamente anterior a la subasta entre las 11:00 y las 12:00 horas en el tribunal, ubicado en calle Huérfanos N° 1409, piso 3, acompañando además copia de la cédula de identidad del postor y del representante legal si se tratare de una persona jurídica, copia en la cual deberá señalarse en forma clara el rol de la causa, correo electrónico y número de teléfono. El saldo del precio deberá pagarse mediante cupón de pago disponible en la página web del Poder Judicial. Demás antecedentes en la página web del Poder Judicial www.pjud.cl, autos Rol C-21487-2023, Caratulados 'Banco Itaú Chile/Paredes', Juicio Ejecutivo. La Secretaria. bbox=[613, 169, 836, 413]
section-code: 1616 bbox=[373, 126, 438, 161]
ad-title: ANTE 10° JUZGADO CIVIL SAN- bbox=[853, 367, 1002, 378]
header-rule bbox=[134, 121, 1798, 122]
section-label bbox=[677, 129, 754, 156]
classified-ad bbox=[373, 224, 596, 722]
ad-body: cutivo. Secretario. bbox=[1091, 169, 1165, 180]
classified-ad bbox=[1330, 654, 1554, 1119]
column-header bbox=[1091, 126, 1315, 161]
section-label-line2: propiedades bbox=[1634, 142, 1712, 156]
classified-ad bbox=[1091, 169, 1315, 180]
section-code: 1616 bbox=[1091, 126, 1157, 161]
ad-title: 13° JUZGADO CIVIL DE SANTIAGO, bbox=[1570, 754, 1745, 765]
